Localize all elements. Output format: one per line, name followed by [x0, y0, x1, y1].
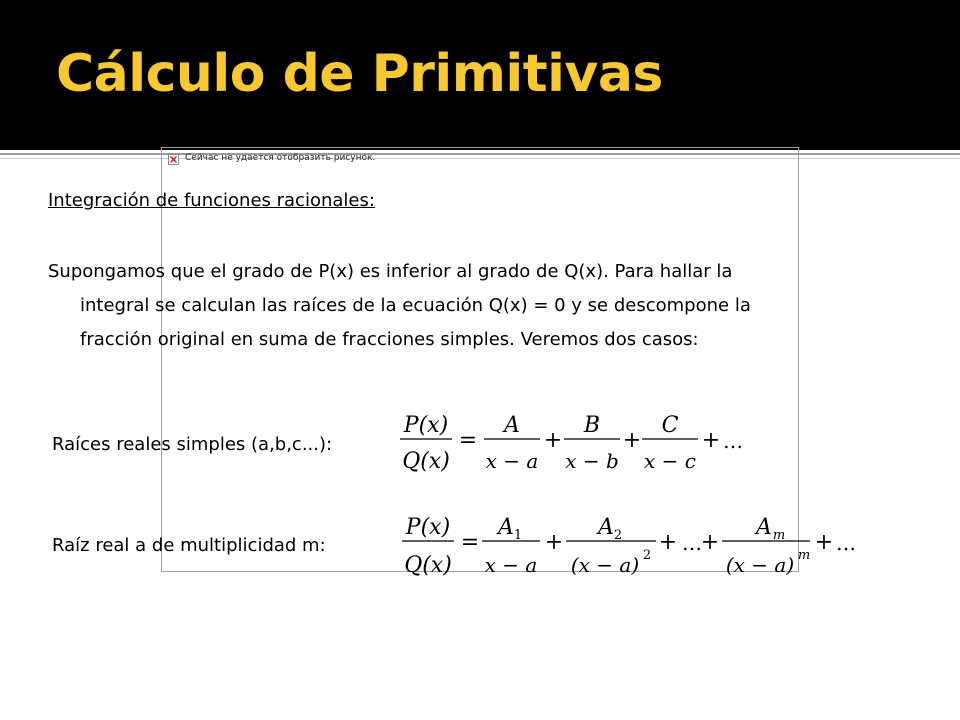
term-b-numerator: B — [583, 413, 601, 438]
term-2-denominator: (x − a) — [570, 553, 640, 577]
slide-title: Cálculo de Primitivas — [56, 44, 663, 104]
plus-sign: + — [700, 530, 720, 555]
lhs-denominator: Q(x) — [402, 449, 450, 474]
ellipsis: … — [836, 531, 856, 555]
lhs-numerator: P(x) — [403, 413, 449, 438]
partial-fraction-formula-multiple-root — [398, 508, 860, 588]
equals-sign: = — [458, 428, 478, 453]
term-a-denominator: x − a — [485, 449, 539, 473]
lhs-numerator: P(x) — [405, 515, 451, 540]
term-2-numerator: A — [598, 515, 614, 540]
term-m-numerator: A — [756, 515, 772, 540]
section-subheading: Integración de funciones racionales: — [48, 190, 375, 211]
plus-sign: + — [658, 530, 678, 555]
paragraph-line-3: fracción original en suma de fracciones simples. Veremos dos casos: — [80, 329, 699, 350]
equals-sign: = — [460, 530, 480, 555]
broken-image-message: Сейчас не удается отобразить рисунок. — [185, 153, 376, 163]
term-m-denominator: (x − a) — [725, 553, 795, 577]
term-m-exponent: m — [797, 548, 811, 563]
plus-sign: + — [544, 530, 564, 555]
plus-sign: + — [622, 428, 642, 453]
case-simple-roots-label: Raíces reales simples (a,b,c...): — [52, 434, 333, 455]
plus-sign: + — [701, 428, 721, 453]
term-1-numerator: A — [498, 515, 514, 540]
term-2-exponent: 2 — [642, 548, 652, 563]
ellipsis: … — [682, 531, 702, 555]
lhs-denominator: Q(x) — [404, 553, 452, 578]
plus-sign: + — [814, 530, 834, 555]
case-multiple-root-label: Raíz real a de multiplicidad m: — [52, 535, 326, 556]
term-1-denominator: x − a — [484, 553, 538, 577]
term-c-denominator: x − c — [644, 449, 696, 473]
paragraph-line-1: Supongamos que el grado de P(x) es inferior al grado de Q(x). Para hallar la — [48, 261, 733, 282]
term-b-denominator: x − b — [565, 449, 619, 473]
plus-sign: + — [543, 428, 563, 453]
broken-image-icon — [168, 154, 179, 165]
term-c-numerator: C — [661, 413, 679, 438]
partial-fraction-formula-simple-roots — [396, 402, 746, 482]
term-a-numerator: A — [504, 413, 520, 438]
term-1-subscript: 1 — [513, 528, 523, 543]
term-2-subscript: 2 — [613, 528, 623, 543]
term-m-subscript: m — [772, 528, 786, 543]
ellipsis: … — [723, 429, 743, 453]
title-bar — [0, 0, 960, 150]
paragraph-line-2: integral se calculan las raíces de la ecuación Q(x) = 0 y se descompone la — [80, 295, 751, 316]
